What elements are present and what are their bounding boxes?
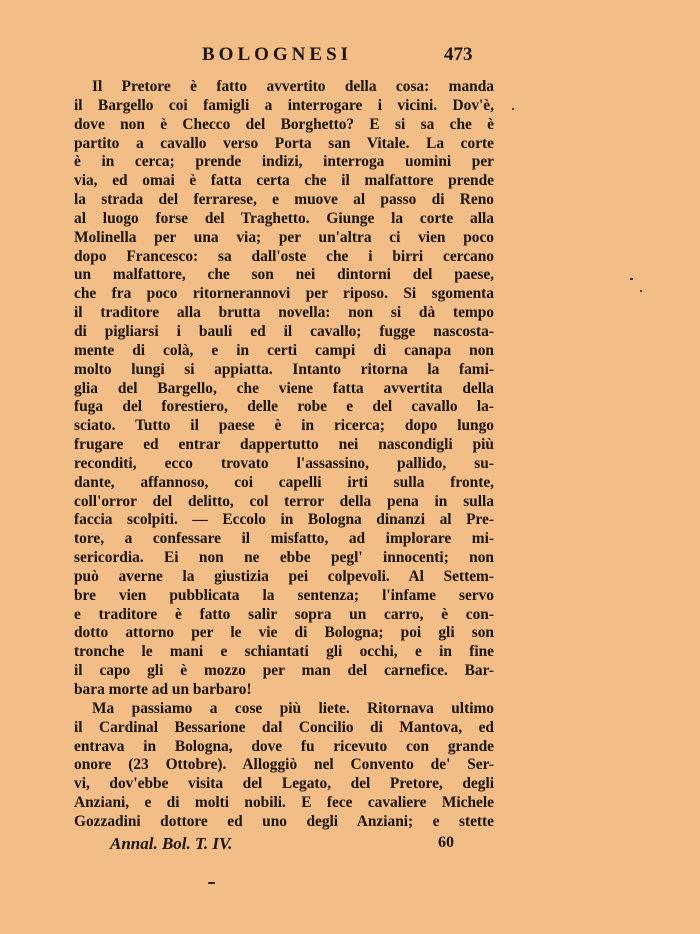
page-number: 473 [444, 44, 473, 65]
page-footer [110, 834, 490, 856]
text-line: il Cardinal Bessarione dal Concilio di Mantova, ed [74, 718, 494, 736]
ink-speck [630, 278, 633, 280]
text-line: sericordia. Ei non ne ebbe pegl' innocenti; non [74, 549, 494, 567]
text-line: il traditore alla brutta novella: non si dà tempo [74, 304, 494, 322]
signature-mark: Annal. Bol. T. IV. [110, 834, 233, 853]
text-line: può averne la giustizia pei colpevoli. Al Settem- [74, 567, 494, 585]
text-line: al luogo forse del Traghetto. Giunge la corte alla [74, 209, 494, 227]
text-line: tore, a confessare il misfatto, ad implorare mi- [74, 530, 494, 548]
text-line: bara morte ad un barbaro! [74, 681, 252, 698]
text-line: faccia scolpiti. — Eccolo in Bologna dinanzi al Pre- [74, 511, 494, 529]
text-line: la strada del ferrarese, e muove al passo di Reno [74, 191, 494, 209]
text-line: Il Pretore è fatto avvertito della cosa: manda [92, 78, 494, 95]
text-line: un malfattore, che son nei dintorni del paese, [74, 266, 494, 284]
text-line: partito a cavallo verso Porta san Vitale. La corte [74, 134, 494, 152]
text-line: frugare ed entrar dappertutto nei nascondigli più [74, 436, 494, 454]
text-line: Molinella per una via; per un'altra ci vien poco [74, 228, 494, 246]
text-line: bre vien pubblicata la sentenza; l'infame servo [74, 586, 494, 604]
sheet-number: 60 [438, 834, 454, 851]
text-line: Anziani, e di molti nobili. E fece cavaliere Michele [74, 794, 494, 812]
text-line: che fra poco ritornerannovi per riposo. Si sgomenta [74, 285, 494, 303]
text-line: dove non è Checco del Borghetto? E si sa che è [74, 115, 494, 133]
text-line: Gozzadini dottore ed uno degli Anziani; e stette [74, 812, 494, 830]
text-line: il capo gli è mozzo per man del carnefice. Bar- [74, 662, 494, 680]
text-line: via, ed omai è fatta certa che il malfattore prende [74, 172, 494, 190]
text-line: sciato. Tutto il paese è in ricerca; dopo lungo [74, 417, 494, 435]
text-line: il Bargello coi famigli a interrogare i vicini. Dov'è, [74, 96, 494, 114]
text-line: vi, dov'ebbe visita del Legato, del Pretore, degli [74, 775, 494, 793]
ink-speck [640, 290, 642, 292]
text-line: dopo Francesco: sa dall'oste che i birri cercano [74, 247, 494, 265]
ink-speck [512, 108, 514, 110]
text-line: reconditi, ecco trovato l'assassino, pallido, su- [74, 454, 494, 472]
text-line: entrava in Bologna, dove fu ricevuto con grande [74, 737, 494, 755]
text-line: dotto attorno per le vie di Bologna; poi gli son [74, 624, 494, 642]
running-title: BOLOGNESI [202, 44, 353, 65]
ink-speck [208, 882, 215, 884]
text-line: è in cerca; prende indizi, interroga uomini per [74, 153, 494, 171]
running-head [74, 44, 494, 68]
text-line: fuga del forestiero, delle robe e del cavallo la- [74, 398, 494, 416]
text-line: di pigliarsi i bauli ed il cavallo; fugge nascosta- [74, 322, 494, 340]
text-line: coll'orror del delitto, col terror della pena in sulla [74, 492, 494, 510]
text-line: glia del Bargello, che viene fatta avvertita della [74, 379, 494, 397]
text-line: molto lungi si appiatta. Intanto ritorna la fami- [74, 360, 494, 378]
text-line: dante, affannoso, coi capelli irti sulla fronte, [74, 473, 494, 491]
text-line: tronche le mani e schiantati gli occhi, e in fine [74, 643, 494, 661]
text-line: mente di colà, e in certi campi di canapa non [74, 341, 494, 359]
text-line: onore (23 Ottobre). Alloggiò nel Convento de' Ser- [74, 756, 494, 774]
text-line: Ma passiamo a cose più liete. Ritornava ultimo [92, 699, 494, 717]
body-text [74, 78, 494, 832]
text-line: e traditore è fatto salir sopra un carro, è con- [74, 605, 494, 623]
